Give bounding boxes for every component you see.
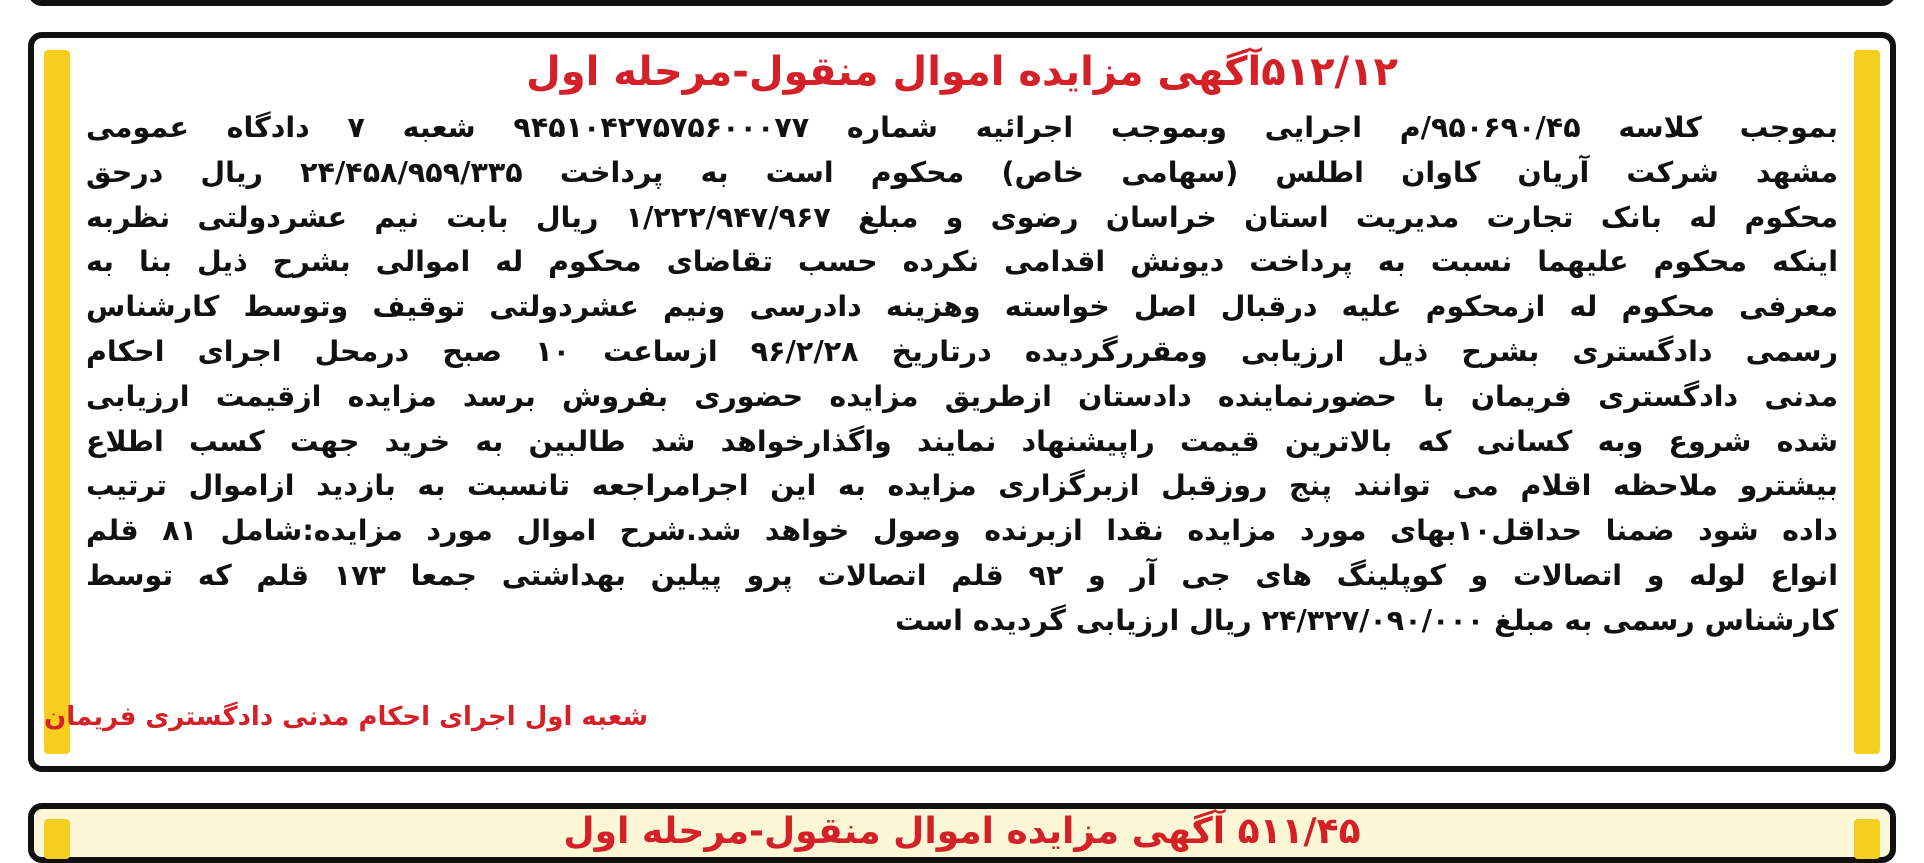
auction-notice	[28, 32, 1896, 772]
notice-line-8: شده شروع وبه کسانی که بالاترین قیمت راپیشنهاد نمایند واگذارخواهد شد طالبین به خرید جهت کسب اطلاع	[86, 424, 1838, 458]
notice-line-5: معرفی محکوم له ازمحکوم علیه درقبال اصل خواسته وهزینه دادرسی ونیم عشردولتی توقیف وتوسط کارشناس	[86, 290, 1838, 324]
notice-line-1: بموجب کلاسه ۹۵۰۶۹۰/۴۵/م اجرایی وبموجب اجرائیه شماره ۹۴۵۱۰۴۲۷۵۷۵۶۰۰۰۷۷ شعبه ۷ دادگاه عمومی	[86, 111, 1838, 144]
notice-line-9: بیشترو ملاحظه اقلام می توانند پنج روزقبل ازبرگزاری مزایده به این اجرامراجعه تانسبت به بازدید ازاموال ترتیب	[86, 469, 1838, 503]
notice-line-6: رسمی دادگستری بشرح ذیل ارزیابی ومقررگردیده درتاریخ ۹۶/۲/۲۸ ازساعت ۱۰ صبح درمحل اجرای احکام	[86, 334, 1838, 368]
next-notice-title: ۵۱۱/۴۵ آگهی مزایده اموال منقول-مرحله اول	[563, 811, 1361, 852]
notice-line-10: داده شود ضمنا حداقل۱۰بهای مورد مزایده نقدا ازبرنده وصول خواهد شد.شرح اموال مورد مزایده:شامل ۸۱ قلم	[86, 514, 1838, 548]
notice-title: ۵۱۲/۱۲آگهی مزایده اموال منقول-مرحله اول	[526, 49, 1398, 95]
notice-line-2: مشهد شرکت آریان کاوان اطلس (سهامی خاص) محکوم است به پرداخت ۲۴/۴۵۸/۹۵۹/۳۳۵ ریال درحق	[86, 155, 1838, 189]
notice-line-3: محکوم له بانک تجارت مدیریت استان خراسان رضوی و مبلغ ۱/۲۲۲/۹۴۷/۹۶۷ ریال بابت نیم عشردولتی نظربه	[86, 200, 1838, 234]
yellow-side-bar-left	[44, 50, 70, 754]
issuer-signature: شعبه اول اجرای احکام مدنی دادگستری فریمان	[44, 702, 649, 732]
notice-line-11: انواع لوله و اتصالات و کوپلینگ های جی آر و ۹۲ قلم اتصالات پرو پیلین بهداشتی جمعا ۱۷۳ قلم که توسط	[86, 558, 1838, 592]
notice-line-12: کارشناس رسمی به مبلغ ۲۴/۳۲۷/۰۹۰/۰۰۰ ریال ارزیابی گردیده است	[894, 603, 1838, 637]
next-notice-frame	[28, 803, 1896, 863]
notice-content	[86, 38, 1838, 766]
notice-line-7: مدنی دادگستری فریمان با حضورنماینده دادستان ازطریق مزایده حضوری بفروش برسد مزایده ازقیمت ارزیابی	[86, 379, 1838, 413]
notice-line-4: اینکه محکوم علیهما نسبت به پرداخت دیونش اقدامی نکرده حسب تقاضای محکوم له اموالی بشرح ذیل بنا به	[86, 245, 1838, 279]
previous-notice-frame	[28, 0, 1896, 6]
notice-body	[86, 106, 1838, 644]
yellow-side-bar-right	[1854, 50, 1880, 754]
